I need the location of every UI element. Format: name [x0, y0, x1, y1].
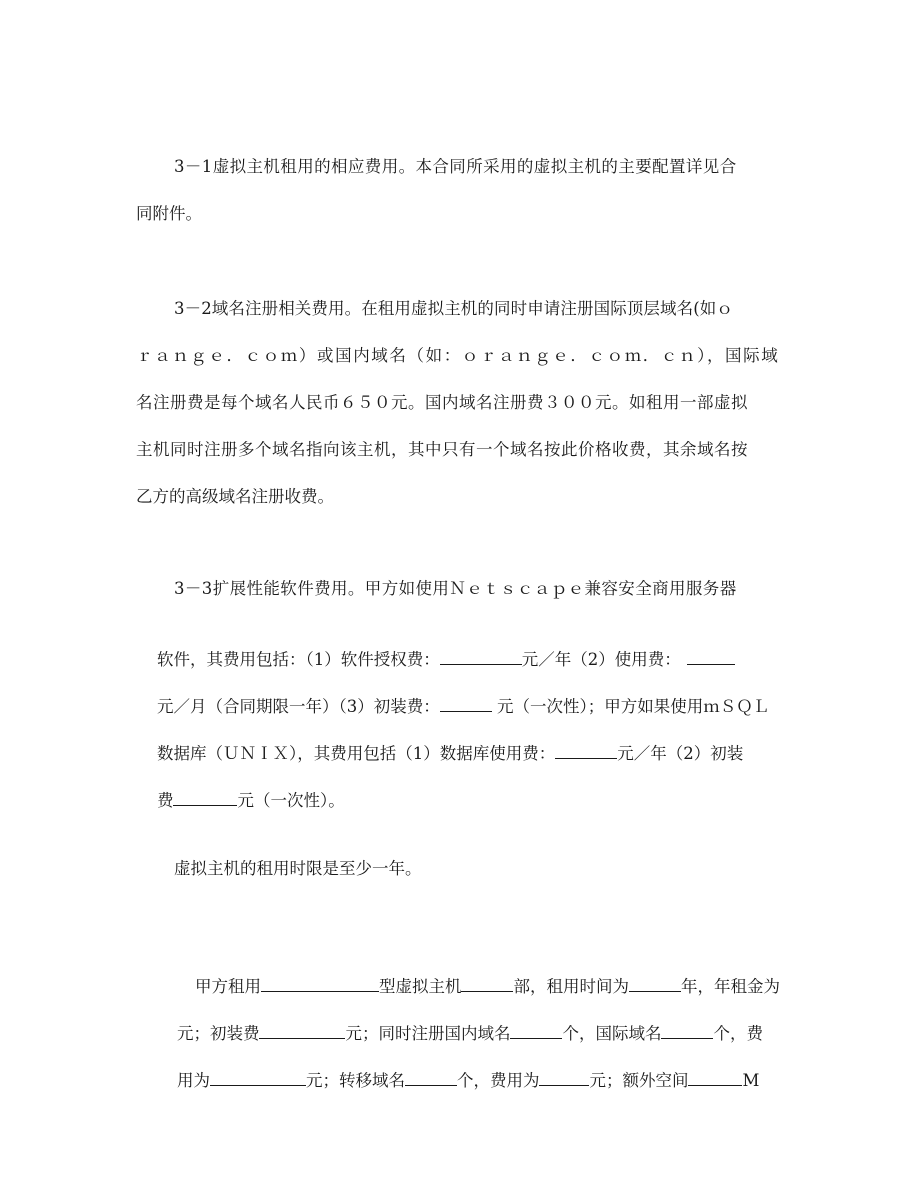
intl-domain-label: 个，国际域名 [562, 1024, 662, 1043]
rental-label: 甲方租用 [194, 977, 261, 996]
clause-3-3-line-5 [136, 766, 345, 834]
transfer-fee-blank [539, 1068, 589, 1086]
db-setup-suffix: 元（一次性）。 [237, 791, 345, 810]
rental-form-line-3 [156, 1046, 759, 1114]
clause-3-2-line-5: 乙方的高级域名注册收费。 [136, 487, 334, 506]
setup-fee-text: 元；初装费 [176, 1024, 260, 1043]
extra-space-blank [688, 1068, 742, 1086]
db-setup-blank [173, 788, 237, 806]
transfer-domain-label: 元；转移域名 [305, 1071, 405, 1090]
host-count-blank [461, 974, 513, 992]
db-setup-prefix: 费 [156, 791, 174, 810]
rental-setup-blank [259, 1021, 345, 1039]
transfer-domain-blank [405, 1068, 457, 1086]
rental-term-line: 虚拟主机的租用时限是至少一年。 [174, 859, 422, 878]
license-fee-label: 软件，其费用包括：（1）软件授权费： [156, 650, 440, 669]
clause-3-2-line-3: 名注册费是每个域名人民币６５０元。国内域名注册费３００元。如租用一部虚拟 [136, 393, 748, 412]
license-fee-blank [440, 647, 522, 665]
db-setup-label: 元／年（2）初装 [617, 744, 744, 763]
host-type-blank [261, 974, 379, 992]
db-fee-blank [555, 741, 617, 759]
domestic-domain-blank [510, 1021, 562, 1039]
host-type-label: 型虚拟主机 [378, 977, 462, 996]
domestic-domain-label: 元；同时注册国内域名 [345, 1024, 511, 1043]
db-fee-label: 数据库（ＵＮＩＸ），其费用包括（1）数据库使用费： [156, 744, 556, 763]
clause-3-1-line-1: 3－1虚拟主机租用的相应费用。本合同所采用的虚拟主机的主要配置详见合 [174, 157, 737, 176]
fee-blank [210, 1068, 306, 1086]
fee-label: 用为 [176, 1071, 210, 1090]
clause-3-2-line-1: 3－2域名注册相关费用。在租用虚拟主机的同时申请注册国际顶层域名(如ｏ [174, 299, 733, 318]
usage-fee-label: 元／年（2）使用费： [521, 650, 681, 669]
fee-prefix: 个，费 [713, 1024, 763, 1043]
usage-fee-blank [687, 647, 735, 665]
extra-space-unit: M [742, 1071, 760, 1090]
intl-domain-blank [661, 1021, 713, 1039]
clause-3-1-line-2: 同附件。 [136, 204, 202, 223]
setup-fee-blank [440, 694, 492, 712]
annual-rent-label: 年，年租金为 [680, 977, 780, 996]
rental-period-label: 部，租用时间为 [513, 977, 629, 996]
msql-text: 元（一次性）；甲方如果使用ｍＳＱＬ [491, 697, 770, 716]
extra-space-label: 元；额外空间 [589, 1071, 689, 1090]
clause-3-3-line-1: 3－3扩展性能软件费用。甲方如使用Ｎｅｔｓｃａｐｅ兼容安全商用服务器 [174, 579, 737, 598]
transfer-fee-label: 个，费用为 [456, 1071, 540, 1090]
setup-fee-label: 元／月（合同期限一年）（3）初装费： [156, 697, 440, 716]
clause-3-2-line-2: ｒａｎｇｅ．ｃｏｍ）或国内域名（如：ｏｒａｎｇｅ．ｃｏｍ．ｃｎ），国际域 [136, 346, 780, 365]
rental-years-blank [629, 974, 681, 992]
clause-3-2-line-4: 主机同时注册多个域名指向该主机，其中只有一个域名按此价格收费，其余域名按 [136, 440, 748, 459]
